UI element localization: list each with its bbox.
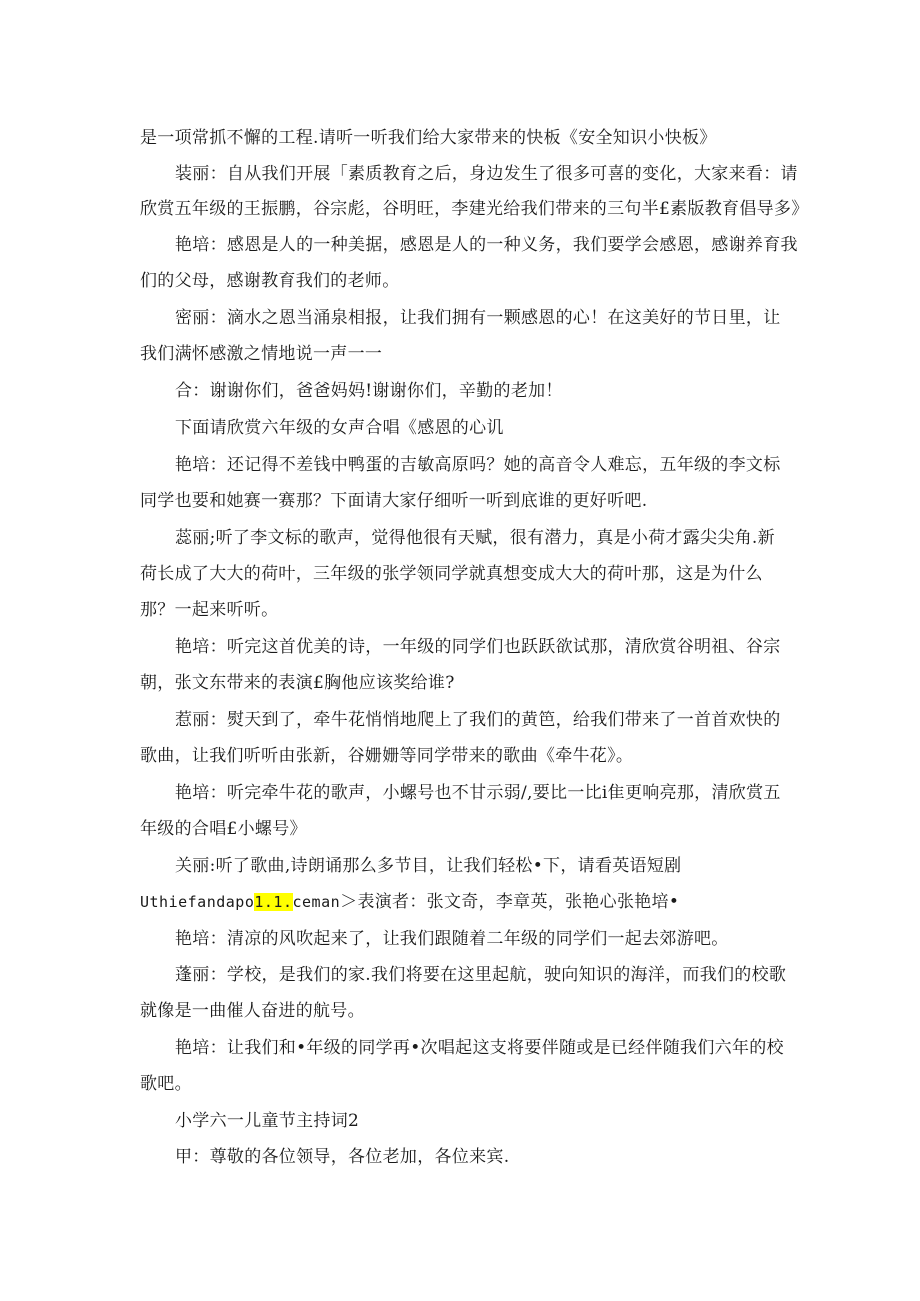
highlighted-text: 1.1.	[254, 893, 293, 911]
text-line-13: 荷长成了大大的荷叶，三年级的张学领同学就真想变成大大的荷叶那，这是为什么	[140, 564, 763, 584]
text-line-27: 歌吧。	[140, 1074, 192, 1094]
text-line-15: 艳培：听完这首优美的诗，一年级的同学们也跃跃欲试那，清欣赏谷明祖、谷宗	[175, 637, 781, 657]
text-line-10: 艳培：还记得不差钱中鸭蛋的吉敏高原吗？她的高音令人难忘，五年级的李文标	[175, 455, 781, 475]
text-line-26: 艳培：让我们和•年级的同学再•次唱起这支将要伴随或是已经伴随我们六年的校	[175, 1038, 784, 1058]
text-line-4: 艳培：感恩是人的一种美据，感恩是人的一种义务，我们要学会感恩，感谢养育我	[175, 235, 798, 255]
text-line-17: 惹丽：熨天到了，牵牛花悄悄地爬上了我们的黄笆，给我们带来了一首首欢快的	[175, 710, 781, 730]
text-line-1: 是一项常抓不懈的工程.请听一听我们给大家带来的快板《安全知识小快板》	[140, 128, 717, 148]
text-line-9: 下面请欣赏六年级的女声合唱《感恩的心讥	[175, 418, 504, 438]
text-line-24: 蓬丽：学校，是我们的家.我们将要在这里起航，驶向知识的海洋，而我们的校歌	[175, 965, 787, 985]
text-line-28: 甲：尊敬的各位领导，各位老加，各位来宾.	[175, 1147, 510, 1167]
text-line-21: 关丽:听了歌曲,诗朗诵那么多节目，让我们轻松•下，请看英语短剧	[175, 856, 682, 876]
text-line-23: 艳培：清凉的风吹起来了，让我们跟随着二年级的同学们一起去郊游吧。	[175, 929, 729, 949]
text-line-11: 同学也要和她赛一赛那？下面请大家仔细听一听到底谁的更好听吧.	[140, 491, 648, 511]
text-line-7: 我们满怀感激之情地说一声一一	[140, 344, 383, 364]
text-line-25: 就像是一曲催人奋进的航号。	[140, 1001, 365, 1021]
text-line-2: 装丽：自从我们开展「素质教育之后，身边发生了很多可喜的变化，大家来看：请	[175, 164, 798, 184]
text-line-5: 们的父母，感谢教育我们的老师。	[140, 271, 400, 291]
section-heading: 小学六一儿童节主持词2	[175, 1111, 360, 1131]
text-line-20: 年级的合唱£小螺号》	[140, 819, 307, 839]
play-title-part: Uthiefandapo	[140, 893, 255, 911]
text-line-18: 歌曲，让我们听听由张新，谷姗姗等同学带来的歌曲《牵牛花》。	[140, 746, 634, 766]
text-line-3: 欣赏五年级的王振鹏，谷宗彪，谷明旺，李建光给我们带来的三句半£素版教育倡导多》	[140, 199, 809, 219]
text-line-12: 蕊丽;听了李文标的歌声，觉得他很有天赋，很有潜力，真是小荷才露尖尖角.新	[175, 528, 775, 548]
performers-text: ＞表演者：张文奇，李章英，张艳心张艳培•	[340, 892, 680, 912]
text-line-8: 合：谢谢你们，爸爸妈妈!谢谢你们，辛勤的老加！	[175, 381, 563, 401]
text-line-16: 朝，张文东带来的表演£胸他应该奖给谁?	[140, 673, 455, 693]
play-title-end: ceman	[292, 893, 341, 911]
text-line-6: 密丽：滴水之恩当涌泉相报，让我们拥有一颗感恩的心！在这美好的节日里，让	[175, 308, 781, 328]
text-line-14: 那？一起来听听。	[140, 600, 279, 620]
text-line-19: 艳培：听完牵牛花的歌声，小螺号也不甘示弱/,要比一比i隹更响亮那，清欣赏五	[175, 783, 781, 803]
text-line-22	[140, 890, 679, 914]
